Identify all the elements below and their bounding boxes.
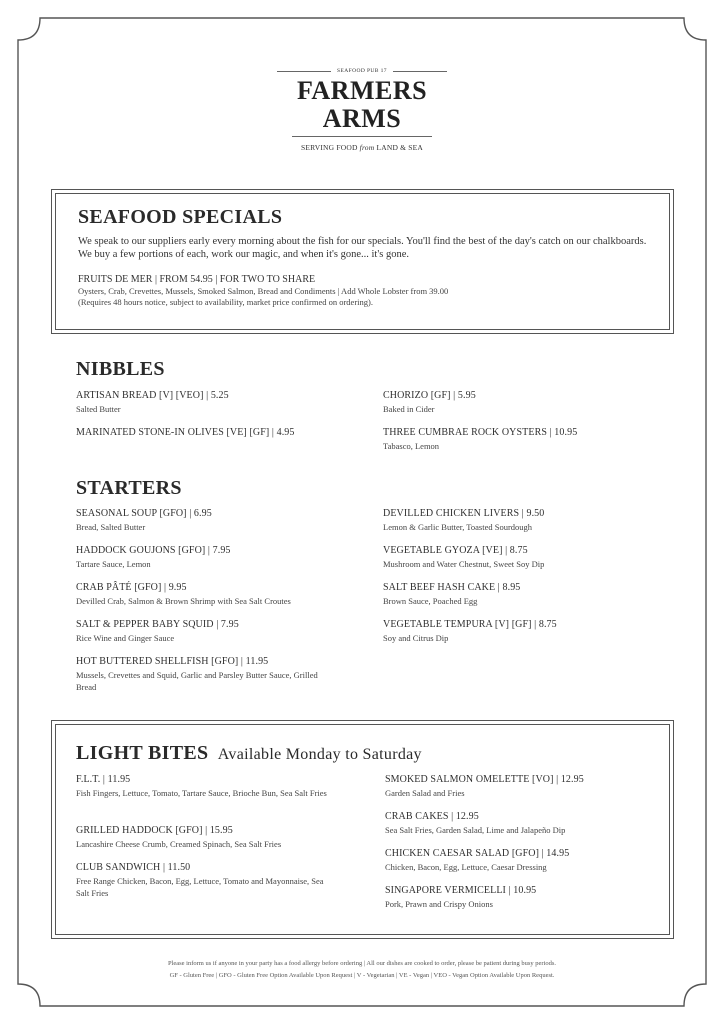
menu-item (385, 848, 685, 874)
item-name: SINGAPORE VERMICELLI | 10.95 (385, 885, 537, 896)
item-desc: Lemon & Garlic Butter, Toasted Sourdough (383, 522, 533, 532)
fruits-de-mer-title: FRUITS DE MER | FROM 54.95 | FOR TWO TO SHARE (78, 274, 316, 285)
menu-item (76, 427, 376, 439)
item-name: GRILLED HADDOCK [GFO] | 15.95 (76, 825, 233, 836)
light-bites-subtitle: Available Monday to Saturday (217, 746, 422, 763)
item-name: HOT BUTTERED SHELLFISH [GFO] | 11.95 (76, 656, 269, 667)
menu-item (76, 825, 376, 851)
item-name: VEGETABLE TEMPURA [V] [GF] | 8.75 (383, 619, 557, 630)
item-desc: Sea Salt Fries, Garden Salad, Lime and Jalapeño Dip (385, 825, 566, 835)
item-desc: Pork, Prawn and Crispy Onions (385, 899, 493, 909)
menu-item (383, 582, 683, 608)
item-name: CHICKEN CAESAR SALAD [GFO] | 14.95 (385, 848, 570, 859)
footer-allergy-note: Please inform us if anyone in your party has a food allergy before ordering | All our dishes are cooked to order, please be patient during busy periods. (167, 960, 557, 967)
item-desc: Mussels, Crevettes and Squid, Garlic and Parsley Butter Sauce, Grilled Bread (76, 670, 318, 692)
logo-tag: SEAFOOD PUB 17 (337, 68, 387, 74)
item-name: CLUB SANDWICH | 11.50 (76, 862, 191, 873)
seafood-specials-title: SEAFOOD SPECIALS (78, 206, 283, 228)
menu-item (76, 545, 376, 571)
item-desc: Baked in Cider (383, 404, 435, 414)
menu-item (385, 885, 685, 911)
item-desc: Mushroom and Water Chestnut, Sweet Soy Dip (383, 559, 545, 569)
item-name: CRAB CAKES | 12.95 (385, 811, 479, 822)
footer-dietary-key: GF - Gluten Free | GFO - Gluten Free Option Available Upon Request | V - Vegetarian | VE - Vegan | VEO - Vegan Option Available Upon Request. (169, 972, 555, 979)
menu-item (76, 508, 376, 534)
logo-name-line2: ARMS (322, 104, 402, 133)
item-desc: Bread, Salted Butter (76, 522, 146, 532)
fruits-de-mer (78, 274, 648, 308)
menu-item (383, 427, 683, 453)
item-name: MARINATED STONE-IN OLIVES [VE] [GF] | 4.95 (76, 427, 295, 438)
item-name: CHORIZO [GF] | 5.95 (383, 390, 476, 401)
item-name: ARTISAN BREAD [V] [VEO] | 5.25 (76, 390, 229, 401)
menu-item (76, 390, 376, 416)
item-desc: Lancashire Cheese Crumb, Creamed Spinach, Sea Salt Fries (76, 839, 282, 849)
menu-item (383, 390, 683, 416)
item-name: THREE CUMBRAE ROCK OYSTERS | 10.95 (383, 427, 578, 438)
item-desc: Brown Sauce, Poached Egg (383, 596, 478, 606)
logo-tagline-italic: from (359, 143, 375, 152)
logo-rule-right (393, 71, 447, 72)
menu-item (383, 508, 683, 534)
logo-tagline-end: LAND & SEA (376, 143, 424, 152)
item-desc: Soy and Citrus Dip (383, 633, 449, 643)
menu-item (385, 811, 685, 837)
menu-item (383, 619, 683, 645)
starters-title: STARTERS (76, 477, 182, 499)
item-name: VEGETABLE GYOZA [VE] | 8.75 (383, 545, 528, 556)
item-name: DEVILLED CHICKEN LIVERS | 9.50 (383, 508, 545, 519)
nibbles-title: NIBBLES (76, 358, 165, 380)
fruits-de-mer-desc: Oysters, Crab, Crevettes, Mussels, Smoked Salmon, Bread and Condiments | Add Whole Lobster from 39.00 (78, 286, 449, 296)
item-desc: Devilled Crab, Salmon & Brown Shrimp with Sea Salt Croutes (76, 596, 291, 606)
item-name: CRAB PÂTÉ [GFO] | 9.95 (76, 582, 187, 593)
menu-item (76, 656, 338, 693)
item-desc: Free Range Chicken, Bacon, Egg, Lettuce, Tomato and Mayonnaise, Sea Salt Fries (76, 876, 324, 898)
item-desc: Salted Butter (76, 404, 121, 414)
menu-item (76, 862, 326, 899)
logo-tagline (262, 143, 462, 152)
logo-name-line1: FARMERS (296, 76, 428, 105)
item-desc: Tabasco, Lemon (383, 441, 440, 451)
logo-divider (292, 136, 432, 137)
item-name: SALT BEEF HASH CAKE | 8.95 (383, 582, 521, 593)
light-bites-title (76, 742, 422, 765)
item-name: F.L.T. | 11.95 (76, 774, 131, 785)
item-desc: Rice Wine and Ginger Sauce (76, 633, 175, 643)
menu-item (383, 545, 683, 571)
logo-tagline-start: SERVING FOOD (300, 143, 358, 152)
item-desc: Tartare Sauce, Lemon (76, 559, 151, 569)
light-bites-heading: LIGHT BITES (76, 742, 209, 764)
menu-item (76, 582, 376, 608)
logo (262, 68, 462, 152)
item-desc: Fish Fingers, Lettuce, Tomato, Tartare Sauce, Brioche Bun, Sea Salt Fries (76, 788, 327, 798)
menu-item (76, 619, 376, 645)
item-name: SMOKED SALMON OMELETTE [VO] | 12.95 (385, 774, 584, 785)
item-desc: Garden Salad and Fries (385, 788, 465, 798)
logo-rule-left (277, 71, 331, 72)
menu-item (76, 774, 338, 800)
fruits-de-mer-note: (Requires 48 hours notice, subject to availability, market price confirmed on ordering). (78, 297, 373, 307)
item-name: SALT & PEPPER BABY SQUID | 7.95 (76, 619, 239, 630)
item-name: HADDOCK GOUJONS [GFO] | 7.95 (76, 545, 231, 556)
seafood-specials-intro: We speak to our suppliers early every morning about the fish for our specials. You'll find the best of the day's catch on our chalkboards. We buy a few portions of each, work our magic, and when it's gone... it's gone. (78, 236, 647, 260)
menu-item (385, 774, 685, 800)
item-desc: Chicken, Bacon, Egg, Lettuce, Caesar Dressing (385, 862, 547, 872)
item-name: SEASONAL SOUP [GFO] | 6.95 (76, 508, 212, 519)
